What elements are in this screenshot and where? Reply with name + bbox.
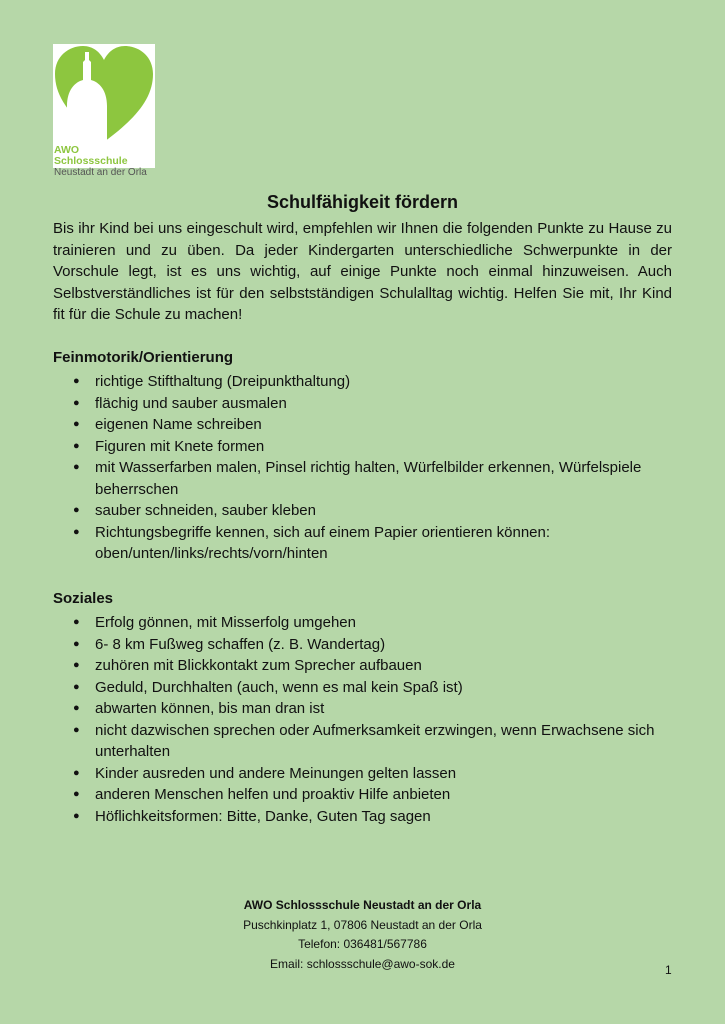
list-soziales: [53, 612, 683, 827]
list-item: ● eigenen Name schreiben: [53, 414, 683, 436]
school-logo: [53, 44, 155, 178]
list-item: ● Geduld, Durchhalten (auch, wenn es mal kein Spaß ist): [53, 677, 683, 699]
footer: [0, 896, 725, 974]
list-item: ● richtige Stifthaltung (Dreipunkthaltung): [53, 371, 683, 393]
list-item: ● Figuren mit Knete formen: [53, 436, 683, 458]
list-item: ● abwarten können, bis man dran ist: [53, 698, 683, 720]
page-title: Schulfähigkeit fördern: [266, 192, 459, 212]
list-item: ● Kinder ausreden und andere Meinungen gelten lassen: [53, 763, 683, 785]
list-item: ● nicht dazwischen sprechen oder Aufmerksamkeit erzwingen, wenn Erwachsene sich unterhalten: [53, 720, 683, 763]
section-heading-feinmotorik: Feinmotorik/Orientierung: [53, 349, 234, 366]
list-item: ● anderen Menschen helfen und proaktiv Hilfe anbieten: [53, 784, 683, 806]
logo-line2: Neustadt an der Orla: [54, 167, 147, 178]
logo-text: [54, 145, 154, 178]
section-heading-soziales: Soziales: [53, 590, 114, 607]
list-item: ● Höflichkeitsformen: Bitte, Danke, Guten Tag sagen: [53, 806, 683, 828]
list-item: ● mit Wasserfarben malen, Pinsel richtig halten, Würfelbilder erkennen, Würfelspiele beherrschen: [53, 457, 683, 500]
list-feinmotorik: [53, 371, 683, 565]
list-item: ● flächig und sauber ausmalen: [53, 393, 683, 415]
heart-castle-icon: [53, 44, 155, 144]
page-number: 1: [665, 963, 672, 977]
list-item: ● Erfolg gönnen, mit Misserfolg umgehen: [53, 612, 683, 634]
intro-paragraph: Bis ihr Kind bei uns eingeschult wird, empfehlen wir Ihnen die folgenden Punkte zu Hause zu trainieren und zu üben. Da jeder Kindergarten unterschiedliche Schwerpunkte in der Vorschule legt, ist es uns wichtig, auf einige Punkte noch einmal hinzuweisen. Auch Selbstverständliches ist für den selbstständigen Schulalltag wichtig. Helfen Sie mit, Ihr Kind fit für die Schule zu machen!: [53, 220, 672, 323]
list-item: ● 6- 8 km Fußweg schaffen (z. B. Wandertag): [53, 634, 683, 656]
footer-org: AWO Schlossschule Neustadt an der Orla: [243, 898, 482, 912]
list-item: ● zuhören mit Blickkontakt zum Sprecher aufbauen: [53, 655, 683, 677]
list-item: ● sauber schneiden, sauber kleben: [53, 500, 683, 522]
logo-line1: AWO Schlossschule: [54, 144, 128, 167]
list-item: ● Richtungsbegriffe kennen, sich auf einem Papier orientieren können: oben/unten/links/rechts/vorn/hinten: [53, 522, 683, 565]
footer-address: Puschkinplatz 1, 07806 Neustadt an der Orla: [243, 917, 482, 932]
footer-phone: Telefon: 036481/567786: [298, 937, 427, 951]
footer-email: Email: schlossschule@awo-sok.de: [270, 956, 455, 971]
